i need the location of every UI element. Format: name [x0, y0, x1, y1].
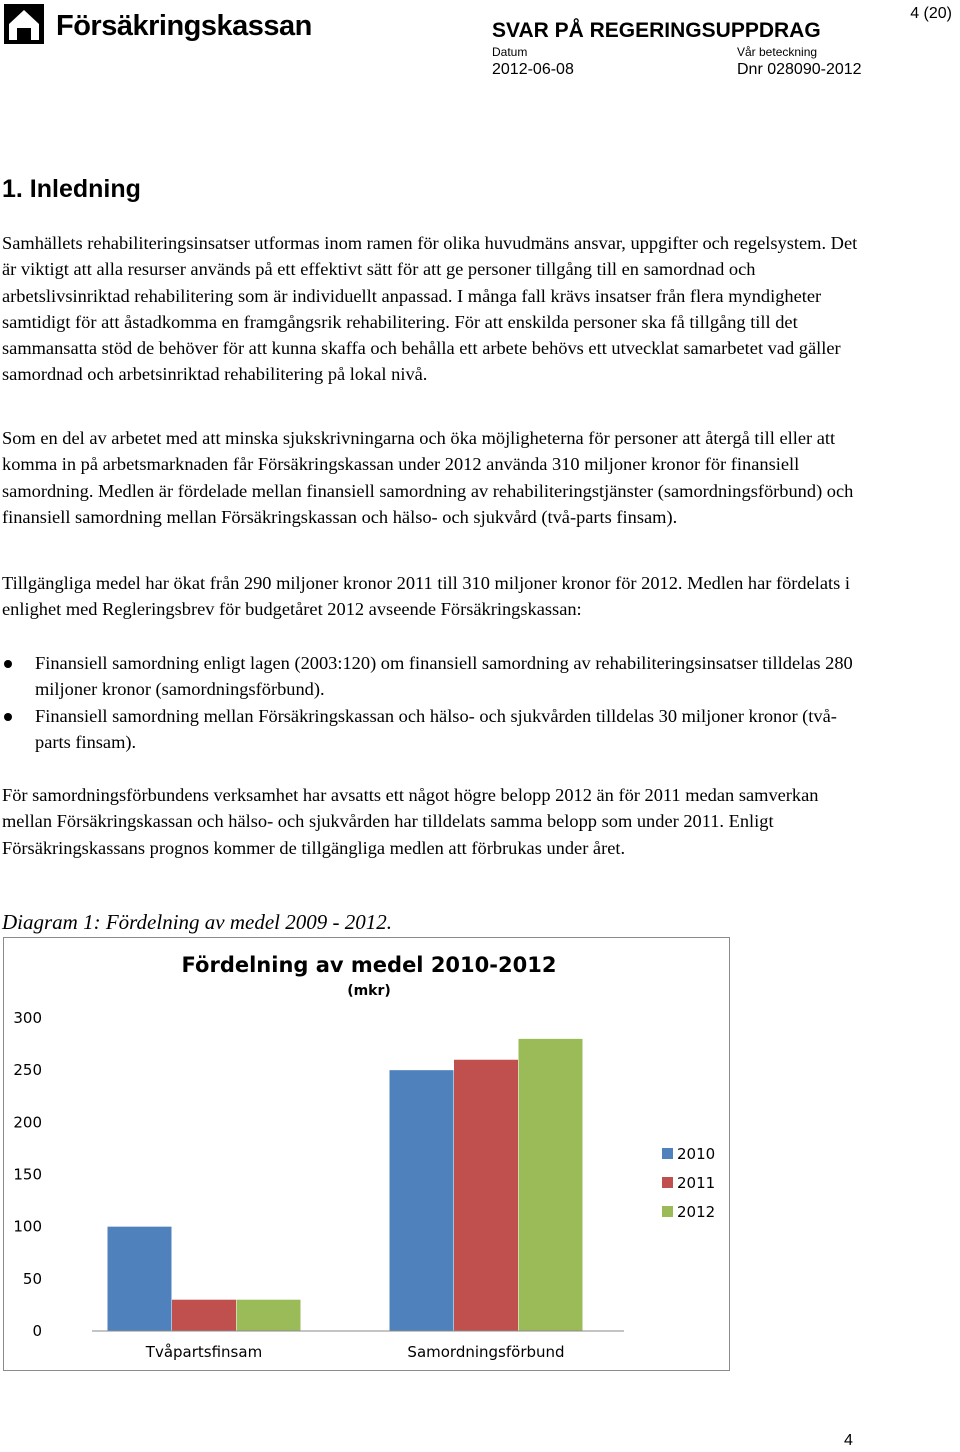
- chart-title: Fördelning av medel 2010-2012: [181, 953, 557, 977]
- chart-subtitle: (mkr): [347, 983, 391, 999]
- bar-2010-1: [390, 1070, 454, 1331]
- y-tick-label: 0: [32, 1322, 42, 1340]
- bar-chart: [3, 937, 730, 1371]
- house-logo-icon: [4, 4, 44, 44]
- y-tick-label: 150: [13, 1165, 42, 1184]
- y-tick-label: 100: [13, 1217, 42, 1236]
- legend-swatch: [662, 1177, 673, 1188]
- page-number: 4 (20): [910, 5, 952, 22]
- legend-label: 2011: [677, 1174, 716, 1192]
- bar-2012-1: [519, 1039, 583, 1331]
- bullet-icon: [4, 713, 12, 721]
- reference-label: Vår beteckning: [737, 45, 818, 59]
- chart-caption: Diagram 1: Fördelning av medel 2009 - 2012.: [2, 910, 392, 934]
- y-tick-label: 200: [13, 1113, 42, 1132]
- legend-label: 2012: [677, 1203, 716, 1221]
- bullet-text: Finansiell samordning enligt lagen (2003:120) om finansiell samordning av rehabiliteringsinsatser tilldelas 280 miljoner kronor (samordningsförbund).: [35, 653, 853, 700]
- date-label: Datum: [492, 45, 528, 59]
- reference-value: Dnr 028090-2012: [737, 61, 862, 78]
- bar-2011-1: [454, 1060, 518, 1331]
- paragraph-forecast: För samordningsförbundens verksamhet har avsatts ett något högre belopp 2012 än för 2011 medan samverkan mellan Försäkringskassan och hälso- och sjukvården har tilldelats samma belopp som under 2011. Enligt Försäkringskassans prognos kommer de tillgängliga medlen att förbrukas under året.: [2, 785, 819, 858]
- logo-wordmark: Försäkringskassan: [56, 10, 312, 42]
- y-tick-label: 300: [13, 1009, 42, 1027]
- paragraph-budget: Som en del av arbetet med att minska sjukskrivningarna och öka möjligheterna för personer att återgå till eller att komma in på arbetsmarknaden får Försäkringskassan under 2012 använda 310 miljoner kronor för finansiell samordning. Medlen är fördelade mellan finansiell samordning av rehabiliteringstjänster (samordningsförbund) och finansiell samordning mellan Försäkringskassan och hälso- och sjukvård (två-parts finsam).: [2, 428, 854, 527]
- legend-label: 2010: [677, 1145, 716, 1163]
- section-heading: 1. Inledning: [2, 175, 141, 203]
- paragraph-intro: Samhällets rehabiliteringsinsatser utformas inom ramen för olika huvudmäns ansvar, uppgifter och regelsystem. Det är viktigt att alla resurser används på ett effektivt sätt för att ge personer tillgång till en samordnad och arbetslivsinriktad rehabilitering som är individuellt anpassad. I många fall krävs insatser från flera myndigheter samtidigt för att åstadkomma en framgångsrik rehabilitering. För att enskilda personer ska få tillgång till det sammansatta stöd de behöver för att kunna skaffa och behålla ett arbete behövs ett utvecklat samarbetet vad gäller samordnad och arbetsinriktad rehabilitering på lokal nivå.: [2, 233, 858, 385]
- y-tick-label: 250: [13, 1061, 42, 1080]
- x-category-label: Samordningsförbund: [407, 1343, 565, 1361]
- legend-swatch: [662, 1148, 673, 1159]
- bullet-text: Finansiell samordning mellan Försäkringskassan och hälso- och sjukvården tilldelas 30 miljoner kronor (två-parts finsam).: [35, 706, 837, 753]
- bar-2011-0: [172, 1300, 236, 1331]
- bar-2012-0: [237, 1300, 301, 1331]
- paragraph-allocation: Tillgängliga medel har ökat från 290 miljoner kronor 2011 till 310 miljoner kronor för 2012. Medlen har fördelats i enlighet med Regleringsbrev för budgetåret 2012 avseende Försäkringskassan:: [2, 573, 851, 620]
- legend-swatch: [662, 1206, 673, 1217]
- y-tick-label: 50: [22, 1269, 42, 1288]
- forsakringskassan-logo: [4, 4, 334, 46]
- bullet-item: [2, 703, 862, 756]
- bullet-icon: [4, 660, 12, 668]
- footer-page-number: 4: [844, 1432, 853, 1449]
- chart-canvas: [4, 938, 729, 1370]
- x-category-label: Tvåpartsfinsam: [145, 1343, 263, 1361]
- document-type: SVAR PÅ REGERINGSUPPDRAG: [492, 19, 821, 42]
- date-value: 2012-06-08: [492, 61, 574, 78]
- bullet-item: [2, 650, 862, 703]
- bar-2010-0: [108, 1227, 172, 1331]
